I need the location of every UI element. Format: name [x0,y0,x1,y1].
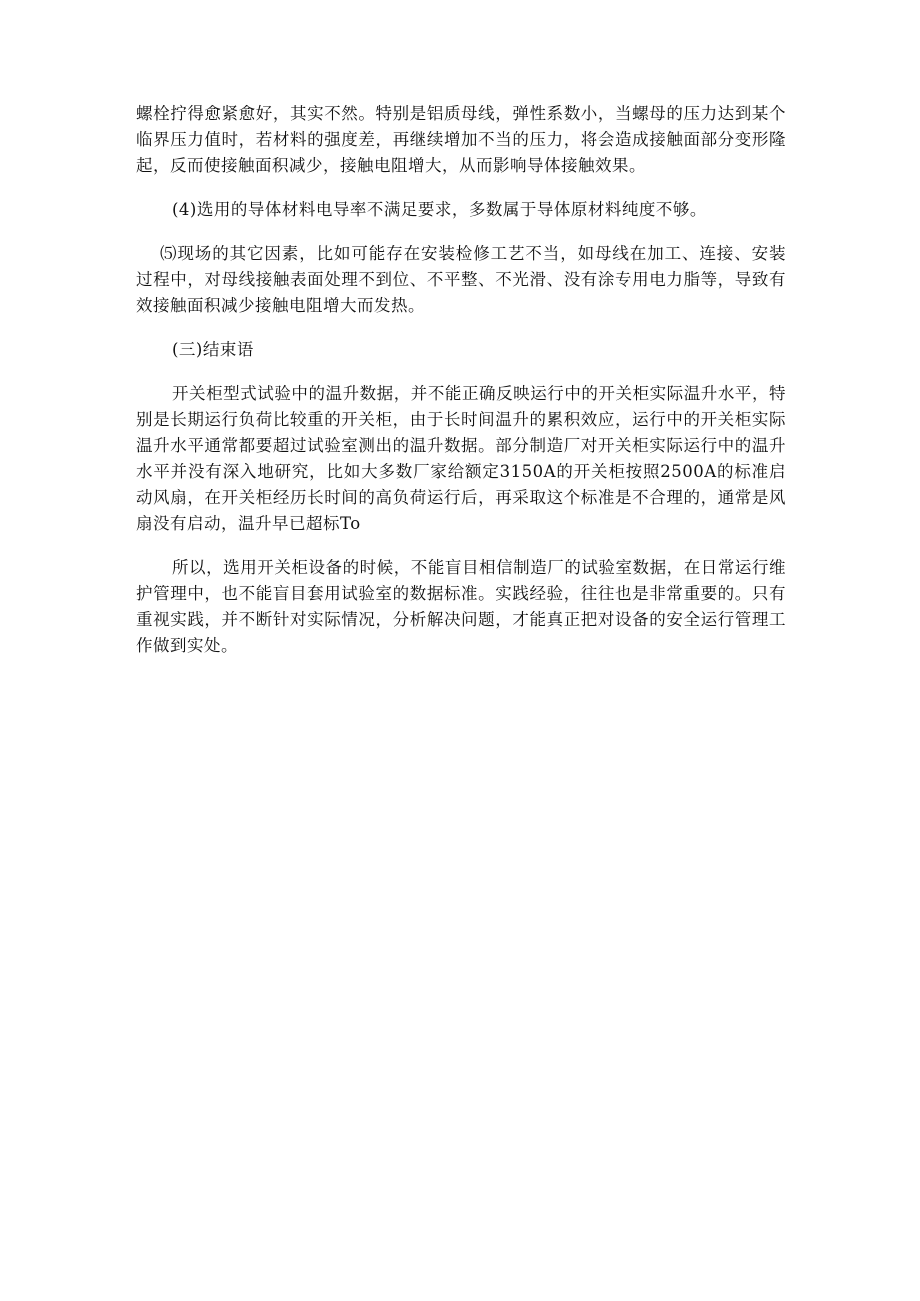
paragraph-bolt-tightening: 螺栓拧得愈紧愈好，其实不然。特别是铝质母线，弹性系数小，当螺母的压力达到某个临界压力值时，若材料的强度差，再继续增加不当的压力，将会造成接触面部分变形隆起，反而使接触面积减少，接触电阻增大，从而影响导体接触效果。 [136,104,786,175]
document-page [136,101,786,677]
paragraph-item-5: ⑸现场的其它因素，比如可能存在安装检修工艺不当，如母线在加工、连接、安装过程中，对母线接触表面处理不到位、不平整、不光滑、没有涂专用电力脂等，导致有效接触面积减少接触电阻增大而发热。 [136,244,786,315]
section-heading-conclusion: (三)结束语 [172,340,254,359]
paragraph-conclusion-1: 开关柜型式试验中的温升数据，并不能正确反映运行中的开关柜实际温升水平，特别是长期运行负荷比较重的开关柜，由于长时间温升的累积效应，运行中的开关柜实际温升水平通常都要超过试验室测出的温升数据。部分制造厂对开关柜实际运行中的温升水平并没有深入地研究，比如大多数厂家给额定3150A的开关柜按照2500A的标准启动风扇，在开关柜经历长时间的高负荷运行后，再采取这个标准是不合理的，通常是风扇没有启动，温升早已超标To [136,384,786,533]
paragraph-item-4: (4)选用的导体材料电导率不满足要求，多数属于导体原材料纯度不够。 [172,200,707,219]
paragraph-conclusion-2: 所以，选用开关柜设备的时候，不能盲目相信制造厂的试验室数据，在日常运行维护管理中，也不能盲目套用试验室的数据标准。实践经验，往往也是非常重要的。只有重视实践，并不断针对实际情况，分析解决问题，才能真正把对设备的安全运行管理工作做到实处。 [136,558,786,655]
